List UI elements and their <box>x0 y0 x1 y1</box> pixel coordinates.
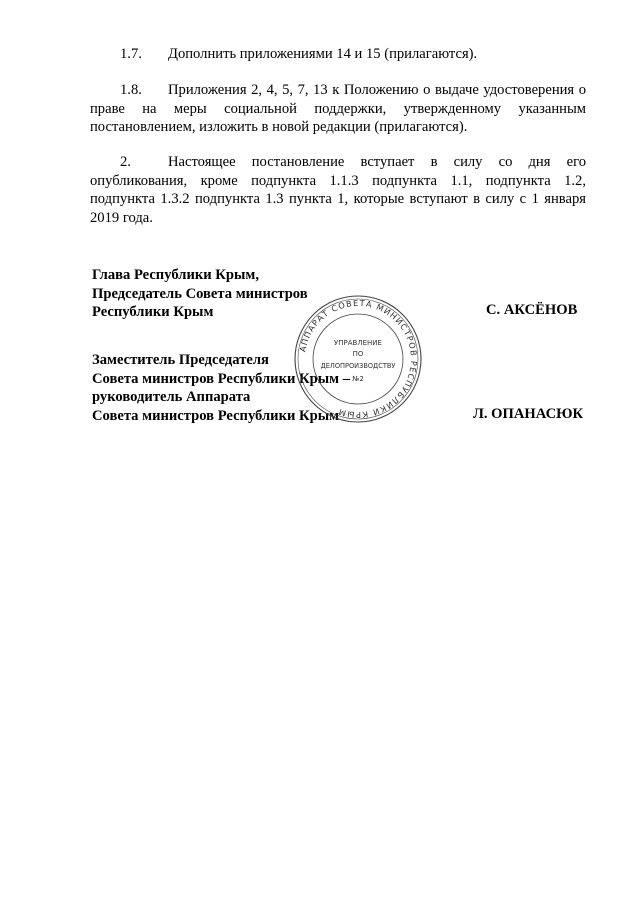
paragraph-1-7 <box>90 45 616 64</box>
signatory-name-head: С. АКСЁНОВ <box>486 302 578 318</box>
paragraph-text: Приложения 2, 4, 5, 7, 13 к Положению о выдаче удостоверения о праве на меры социальной поддержки, утвержденному указанным постановлением, изложить в новой редакции (прилагаются). <box>90 82 586 135</box>
signature-block-head <box>92 266 308 322</box>
signatory-name-deputy: Л. ОПАНАСЮК <box>473 406 584 422</box>
paragraph-number: 2. <box>120 154 131 170</box>
signature-title-line: Совета министров Республики Крым <box>92 407 340 424</box>
paragraph-1-8 <box>90 81 586 137</box>
paragraph-text: Дополнить приложениями 14 и 15 (прилагаются). <box>168 46 478 62</box>
signature-title-line: Совета министров Республики Крым – <box>92 370 351 387</box>
stamp-graphic <box>292 293 424 425</box>
stamp-number: №2 <box>352 375 364 383</box>
signature-title-line: Заместитель Председателя <box>92 352 269 368</box>
signature-title-line: руководитель Аппарата <box>92 389 251 405</box>
paragraph-text: Настоящее постановление вступает в силу со дня его опубликования, кроме подпункта 1.1.3 подпункта 1.1, подпункта 1.2, подпункта 1.3.2 подпункта 1.3 пункта 1, которые вступают в силу с 1 января 2019 года. <box>90 154 586 226</box>
stamp-center-line: ДЕЛОПРОИЗВОДСТВУ <box>320 362 396 370</box>
signature-title-line: Глава Республики Крым, <box>92 267 259 283</box>
stamp-center-line: УПРАВЛЕНИЕ <box>334 339 382 347</box>
paragraph-number: 1.8. <box>120 82 142 98</box>
signature-title-line: Республики Крым <box>92 304 214 320</box>
stamp-center-line: ПО <box>352 350 364 358</box>
signature-title-line: Председатель Совета министров <box>92 285 308 302</box>
stamp-ring-text: АППАРАТ СОВЕТА МИНИСТРОВ РЕСПУБЛИКИ КРЫМ <box>297 297 420 421</box>
paragraph-2 <box>90 153 586 227</box>
official-stamp <box>292 293 424 425</box>
paragraph-number: 1.7. <box>120 46 142 62</box>
